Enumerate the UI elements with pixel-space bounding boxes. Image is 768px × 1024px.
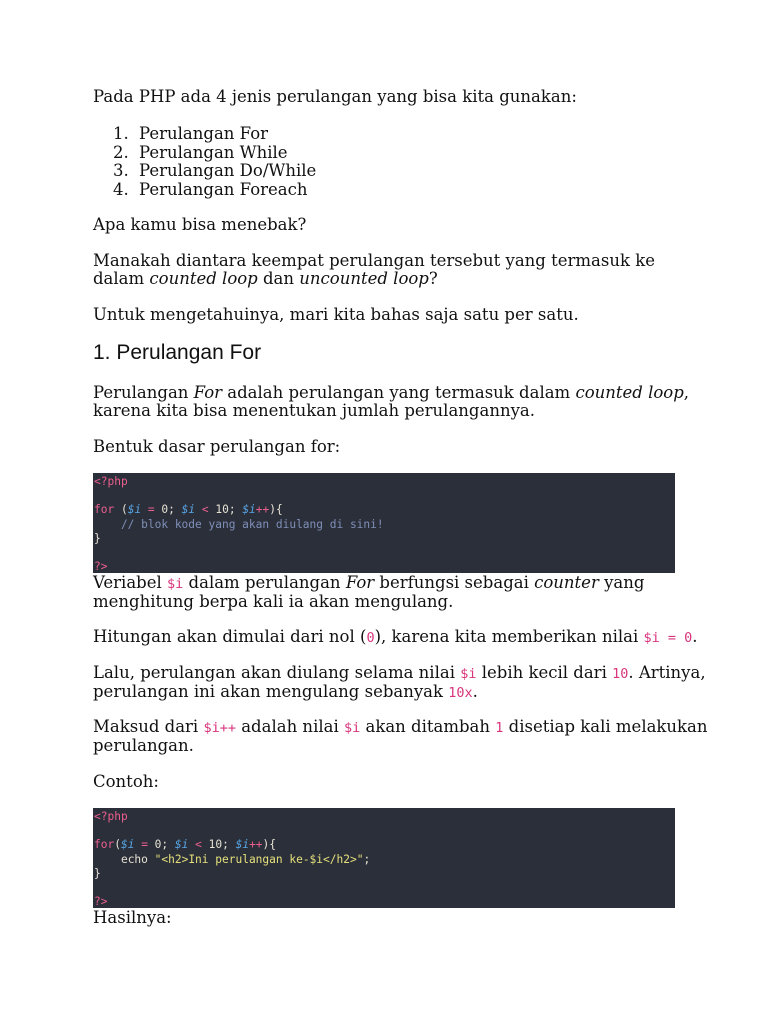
list-label: Perulangan Foreach	[139, 179, 308, 199]
text-run: ,	[683, 383, 690, 402]
example-label: Contoh:	[93, 772, 159, 791]
code-number: 0	[154, 838, 162, 852]
code-comment: // blok kode yang akan diulang di sini!	[94, 517, 384, 531]
text-run: adalah nilai	[235, 717, 344, 736]
italic-term: For	[193, 383, 223, 402]
code-operator: ++	[255, 503, 270, 517]
list-label: Perulangan Do/While	[139, 161, 317, 181]
list-number: 3.	[113, 161, 129, 181]
code-line: }	[94, 531, 101, 545]
code-number: 10	[208, 838, 223, 852]
inline-code: 10x	[448, 685, 473, 701]
basic-form-label: Bentuk dasar perulangan for:	[93, 437, 341, 456]
text-run: akan ditambah	[360, 717, 496, 736]
code-line	[94, 824, 675, 838]
code-variable: $i	[235, 838, 250, 852]
explain-increment-line2: perulangan.	[93, 736, 194, 755]
list-number: 2.	[113, 142, 129, 162]
code-keyword: for	[94, 838, 115, 852]
explain-increment-line1	[93, 717, 708, 738]
code-operator: =	[141, 503, 162, 517]
code-operator: <	[195, 503, 216, 517]
for-definition-line1	[93, 383, 689, 402]
text-run: .	[472, 682, 478, 701]
code-line	[94, 853, 675, 867]
inline-code: $i	[167, 576, 184, 592]
explain-variable-line2: menghitung berpa kali ia akan mengulang.	[93, 592, 454, 611]
text-run: . Artinya,	[628, 663, 706, 682]
list-item	[113, 161, 316, 180]
text-run: adalah perulangan yang termasuk dalam	[222, 383, 576, 402]
text-run: ?	[428, 269, 438, 288]
transition-paragraph: Untuk mengetahuinya, mari kita bahas saja satu per satu.	[93, 305, 579, 324]
section-heading: 1. Perulangan For	[93, 341, 262, 364]
list-label: Perulangan While	[139, 142, 288, 162]
text-run: ), karena kita memberikan nilai	[374, 627, 644, 646]
italic-term: uncounted loop	[299, 269, 429, 288]
code-line	[94, 838, 675, 852]
code-line	[94, 489, 675, 503]
inline-code: 10	[612, 666, 629, 682]
loop-types-list	[113, 124, 316, 198]
code-text	[94, 853, 121, 866]
explain-start-line	[93, 627, 698, 648]
code-number: 0	[161, 503, 169, 517]
code-number: 10	[215, 503, 229, 517]
inline-code: $i	[343, 720, 361, 736]
list-label: Perulangan For	[139, 124, 269, 143]
code-text: ;	[161, 838, 175, 852]
code-line: <?php	[94, 810, 128, 823]
code-line: <?php	[94, 475, 128, 488]
code-line	[94, 546, 675, 560]
counted-question-line1: Manakah diantara keempat perulangan tersebut yang termasuk ke	[93, 251, 655, 270]
code-variable: $i	[242, 503, 256, 517]
explain-condition-line2	[93, 682, 478, 703]
text-run: lebih kecil dari	[476, 663, 613, 682]
text-run: dan	[257, 269, 300, 288]
code-line: }	[94, 866, 101, 880]
counted-question-line2	[93, 269, 438, 288]
code-block-basic	[93, 473, 675, 573]
inline-code: 0	[366, 630, 375, 646]
code-operator: <	[188, 838, 209, 852]
code-block-example	[93, 808, 675, 908]
code-text: ;	[363, 852, 371, 866]
italic-term: counted loop	[149, 269, 258, 288]
inline-code: $i++	[203, 720, 236, 736]
code-text: (	[114, 503, 128, 517]
text-run: Hitungan akan dimulai dari nol (	[93, 627, 367, 646]
text-run: perulangan ini akan mengulang sebanyak	[93, 682, 449, 701]
text-run: berfungsi sebagai	[374, 573, 535, 592]
text-run: .	[692, 627, 698, 646]
code-text: ){	[262, 838, 277, 852]
explain-variable-line1	[93, 573, 644, 594]
text-run: disetiap kali melakukan	[503, 717, 708, 736]
list-number: 1.	[113, 124, 129, 143]
italic-term: counted loop	[575, 383, 684, 402]
list-item	[113, 143, 316, 162]
code-keyword: echo	[120, 852, 148, 866]
code-variable: $i	[120, 838, 135, 852]
list-item	[113, 124, 316, 143]
result-label: Hasilnya:	[93, 908, 172, 927]
code-line	[94, 503, 675, 517]
text-run: Maksud dari	[93, 717, 204, 736]
code-text: ){	[269, 503, 283, 517]
code-text: ;	[228, 503, 243, 517]
text-run: Veriabel	[93, 573, 168, 592]
inline-code: $i = 0	[643, 630, 693, 646]
inline-code: $i	[460, 666, 477, 682]
text-run: Lalu, perulangan akan diulang selama nilai	[93, 663, 461, 682]
code-text: ;	[222, 838, 236, 852]
question-paragraph: Apa kamu bisa menebak?	[93, 215, 307, 234]
text-run: Perulangan	[93, 383, 194, 402]
code-text: (	[114, 838, 121, 852]
intro-paragraph: Pada PHP ada 4 jenis perulangan yang bisa kita gunakan:	[93, 87, 577, 106]
code-line: ?>	[94, 895, 108, 909]
text-run: dalam	[93, 269, 150, 288]
for-definition-line2: karena kita bisa menentukan jumlah perulangannya.	[93, 401, 535, 420]
code-line: ?>	[94, 560, 108, 574]
italic-term: For	[345, 573, 375, 592]
code-operator: =	[134, 838, 155, 852]
code-text: ;	[168, 503, 182, 517]
text-run: dalam perulangan	[183, 573, 346, 592]
code-keyword: for	[94, 503, 115, 517]
italic-term: counter	[534, 573, 599, 592]
explain-condition-line1	[93, 663, 706, 684]
list-item	[113, 180, 316, 199]
code-line	[94, 881, 675, 895]
inline-code: 1	[495, 720, 504, 736]
list-number: 4.	[113, 179, 129, 199]
code-operator: ++	[249, 838, 263, 852]
code-variable: $i	[127, 503, 142, 517]
code-variable: $i	[174, 838, 189, 852]
code-string: "<h2>Ini perulangan ke-$i</h2>"	[147, 852, 364, 866]
text-run: yang	[598, 573, 645, 592]
code-variable: $i	[181, 503, 196, 517]
